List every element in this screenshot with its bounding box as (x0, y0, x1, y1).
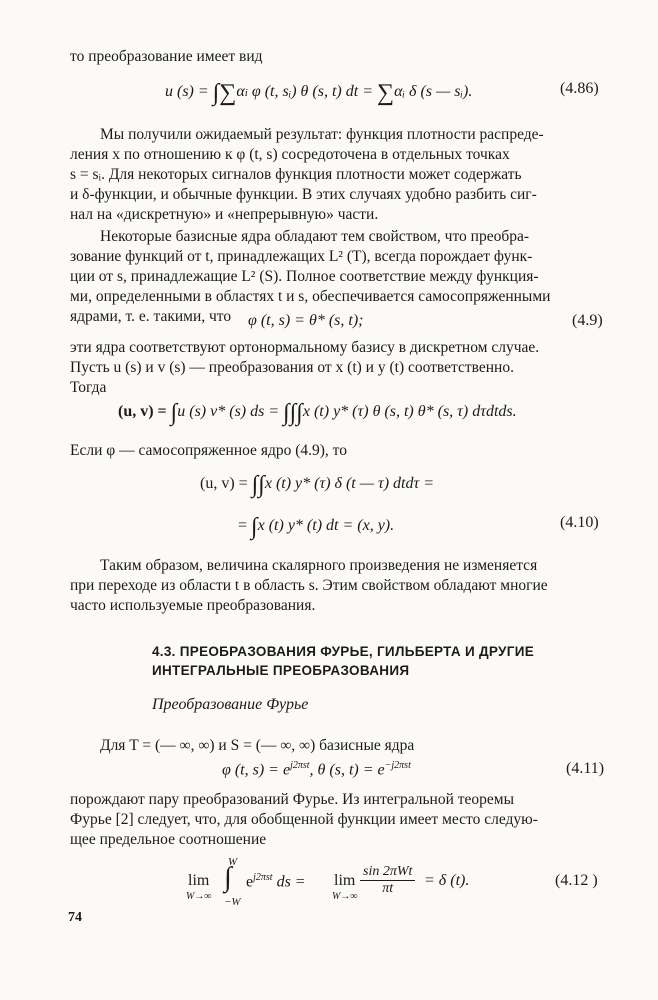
text-line: ми, определенными в областях t и s, обеспечивается самосопряженными (70, 288, 551, 305)
text-line: Таким образом, величина скалярного произведения не изменяется (100, 557, 538, 574)
text-line: Мы получили ожидаемый результат: функция плотности распреде- (100, 126, 544, 143)
text-line: Пусть u (s) и v (s) — преобразования от x (t) и y (t) соответственно. (70, 359, 514, 376)
numerator: sin 2πWt (360, 864, 415, 881)
equation-number: (4.11) (566, 760, 605, 777)
subsection-title: Преобразование Фурье (152, 696, 309, 713)
section-heading: 4.3. ПРЕОБРАЗОВАНИЯ ФУРЬЕ, ГИЛЬБЕРТА И ДРУГИЕ (152, 644, 535, 659)
eq-part: α (236, 83, 245, 100)
text-line: нал на «дискретную» и «непрерывную» части. (70, 206, 379, 223)
eq-sup: −j2πst (384, 760, 411, 771)
sub-i: i (244, 87, 248, 99)
lim-label: lim (334, 872, 356, 889)
text-line: при переходе из области t в область s. Этим свойством обладают многие (70, 577, 548, 594)
fraction (360, 864, 415, 897)
integral-sign: ∫ (170, 400, 178, 426)
eq-part: = (238, 517, 252, 534)
text-line: s = sᵢ. Для некоторых сигналов функция плотности может содержать (70, 166, 522, 183)
lower-limit: −W (224, 896, 241, 908)
eq-part: e (246, 873, 254, 891)
text-line: зование функций от t, принадлежащих L² (T), всегда порождает функ- (70, 248, 533, 265)
eq-part: x (t) y* (t) dt = (x, y). (257, 517, 395, 534)
eq-part: ds = (272, 873, 306, 891)
text-line: часто используемые преобразования. (70, 597, 316, 614)
eq-part: u (s) = (165, 83, 213, 100)
eq-sup: j2πst (290, 760, 310, 771)
text-line: Фурье [2] следует, что, для обобщенной функции имеет место следую- (70, 811, 538, 828)
equation-4-9 (0, 308, 658, 338)
double-integral-sign: ∫∫ (251, 472, 265, 498)
triple-integral-sign: ∫∫∫ (283, 400, 303, 426)
text-line: и δ-функции, и обычные функции. В этих случаях удобно разбить сиг- (70, 186, 537, 203)
sum-sign: ∑ (219, 80, 237, 106)
page-number: 74 (68, 910, 82, 925)
text-line: порождают пару преобразований Фурье. Из интегральной теоремы (70, 791, 515, 808)
eq-sup: j2πst (253, 872, 273, 883)
integral-sign: ∫ (212, 80, 220, 106)
integral-sign: ∫ (251, 514, 258, 540)
text-line: Если φ — самосопряженное ядро (4.9), то (70, 442, 347, 459)
eq-part: φ (t, s) = θ* (s, t); (248, 312, 364, 329)
equation-number: (4.9) (572, 312, 603, 329)
text-line: Для T = (— ∞, ∞) и S = (— ∞, ∞) базисные ядра (100, 737, 415, 754)
eq-part: αᵢ δ (s — sᵢ). (394, 83, 473, 100)
lim-label: lim (188, 872, 210, 889)
equation-number: (4.10) (560, 514, 599, 531)
text-line: ядрами, т. е. такими, что (70, 308, 232, 325)
equation-4-10a (0, 468, 658, 498)
equation-inner-product (0, 396, 658, 426)
eq-part: (u, v) = (200, 475, 252, 492)
equation-number: (4.86) (560, 80, 599, 97)
equation-4-11 (0, 756, 658, 786)
lim-sub: W→∞ (332, 891, 358, 902)
equation-4-12 (0, 858, 658, 918)
eq-part: u (s) v* (s) ds = (177, 403, 284, 420)
text-line: ления x по отношению к φ (t, s) сосредоточена в отдельных точках (70, 146, 510, 163)
equation-4-10b (0, 510, 658, 540)
text-line: то преобразование имеет вид (70, 48, 263, 65)
eq-part: φ (t, sᵢ) θ (s, t) dt = (247, 83, 377, 100)
equation-4-86 (0, 76, 658, 106)
text-line: ции от s, принадлежащие L² (S). Полное соответствие между функция- (70, 268, 539, 285)
text-line: Некоторые базисные ядра обладают тем свойством, что преобра- (100, 228, 529, 245)
equation-number: (4.12 ) (555, 872, 598, 889)
text-line: щее предельное соотношение (70, 831, 267, 848)
eq-part: = δ (t). (424, 872, 470, 889)
upper-limit: W (228, 856, 238, 868)
lim-sub: W→∞ (186, 891, 212, 902)
text-line: Тогда (70, 379, 107, 396)
sum-sign: ∑ (376, 80, 395, 106)
section-heading: ИНТЕГРАЛЬНЫЕ ПРЕОБРАЗОВАНИЯ (152, 663, 410, 678)
text-line: эти ядра соответствуют ортонормальному базису в дискретном случае. (70, 339, 540, 356)
denominator: πt (382, 881, 394, 896)
eq-part: (u, v) = (118, 403, 171, 420)
eq-part: x (t) y* (τ) θ (s, t) θ* (s, τ) dτdtds. (302, 403, 517, 420)
eq-part: x (t) y* (τ) δ (t — τ) dtdτ = (264, 475, 434, 492)
eq-part: φ (t, s) = e (222, 761, 291, 779)
integral-sign: ∫ (224, 862, 232, 893)
eq-part: , θ (s, t) = e (309, 761, 385, 779)
